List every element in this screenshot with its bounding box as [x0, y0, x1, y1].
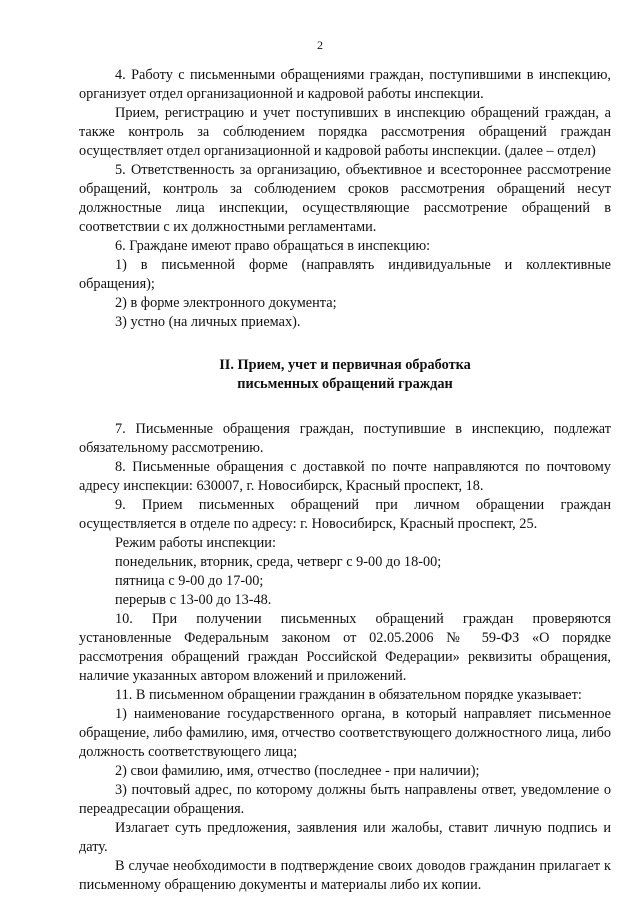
schedule-friday: пятница с 9-00 до 17-00; [115, 573, 264, 589]
list-item-11-3: 3) почтовый адрес, по которому должны быть направлены ответ, уведомление о переадресации обращения. [79, 782, 611, 817]
paragraph-4: 4. Работу с письменными обращениями граждан, поступившими в инспекцию, организует отдел организационной и кадровой работы инспекции. [79, 67, 611, 102]
paragraph-8: 8. Письменные обращения с доставкой по почте направляются по почтовому адресу инспекции: 630007, г. Новосибирск, Красный проспект, 18. [79, 459, 611, 494]
document-body [79, 66, 611, 895]
section-heading-line2: письменных обращений граждан [237, 376, 453, 392]
list-item-11-2: 2) свои фамилию, имя, отчество (последнее - при наличии); [115, 763, 480, 779]
paragraph-9: 9. Прием письменных обращений при личном обращении граждан осуществляется в отделе по адресу: г. Новосибирск, Красный проспект, 25. [79, 497, 611, 532]
schedule-title: Режим работы инспекции: [115, 535, 276, 551]
page-number: 2 [317, 38, 323, 52]
schedule-weekdays: понедельник, вторник, среда, четверг с 9-00 до 18-00; [115, 554, 442, 570]
list-item-6-1: 1) в письменной форме (направлять индивидуальные и коллективные обращения); [79, 257, 611, 292]
paragraph-5: 5. Ответственность за организацию, объективное и всестороннее рассмотрение обращений, контроль за соблюдением сроков рассмотрения обращений несут должностные лица инспекции, осуществляющие рассмотрение обращений в соответствии с их должностными регламентами. [79, 162, 611, 235]
schedule-break: перерыв с 13-00 до 13-48. [115, 592, 272, 608]
paragraph-attachments: В случае необходимости в подтверждение своих доводов гражданин прилагает к письменному обращению документы и материалы либо их копии. [79, 858, 611, 893]
section-heading-line1: II. Прием, учет и первичная обработка [219, 357, 471, 373]
list-item-11-1: 1) наименование государственного органа, в который направляет письменное обращение, либо фамилию, имя, отчество соответствующего должностного лица, либо должность соответствующего лица; [79, 706, 611, 760]
paragraph-signature: Излагает суть предложения, заявления или жалобы, ставит личную подпись и дату. [79, 820, 611, 855]
list-item-6-2: 2) в форме электронного документа; [115, 295, 337, 311]
paragraph-11: 11. В письменном обращении гражданин в обязательном порядке указывает: [115, 687, 582, 703]
paragraph-7: 7. Письменные обращения граждан, поступившие в инспекцию, подлежат обязательному рассмотрению. [79, 421, 611, 456]
paragraph-4-reception: Прием, регистрацию и учет поступивших в инспекцию обращений граждан, а также контроль за соблюдением порядка рассмотрения обращений граждан осуществляет отдел организационной и кадровой работы инспекции. (далее – отдел) [79, 105, 611, 159]
paragraph-6: 6. Граждане имеют право обращаться в инспекцию: [115, 238, 431, 254]
list-item-6-3: 3) устно (на личных приемах). [115, 314, 301, 330]
paragraph-10: 10. При получении письменных обращений граждан проверяются установленные Федеральным законом от 02.05.2006 № 59-ФЗ «О порядке рассмотрения обращений граждан Российской Федерации» реквизиты обращения, наличие указанных автором вложений и приложений. [79, 611, 611, 684]
